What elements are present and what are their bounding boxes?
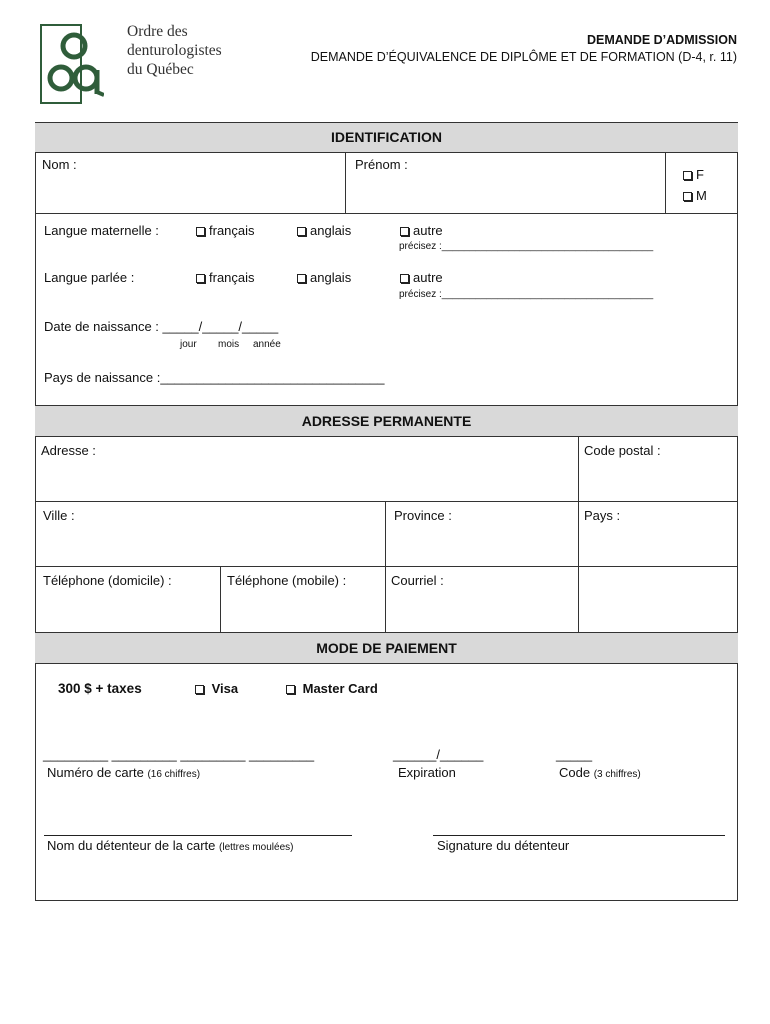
sex-m-option[interactable] (683, 188, 707, 203)
logo-symbol (44, 28, 104, 105)
org-line-2: denturologistes (127, 42, 222, 59)
date-naissance-field[interactable]: Date de naissance : _____/_____/_____ (44, 319, 279, 334)
expiration-field[interactable]: ______/______ (393, 747, 484, 762)
cardholder-name-field[interactable] (44, 835, 352, 836)
divider (35, 566, 738, 567)
section-adresse-heading (35, 405, 738, 437)
checkbox-icon[interactable] (196, 274, 205, 283)
checkbox-icon[interactable] (196, 227, 205, 236)
form-title: DEMANDE D’ADMISSION (586, 33, 737, 47)
divider (665, 152, 666, 214)
adresse-label: Adresse : (41, 443, 96, 458)
pays-label: Pays : (584, 508, 621, 523)
courriel-field[interactable] (389, 590, 735, 628)
option-label: anglais (310, 223, 352, 238)
tel-domicile-field[interactable] (38, 590, 218, 628)
province-label: Province : (394, 508, 452, 523)
code-postal-label: Code postal : (584, 443, 661, 458)
sex-f-label: F (696, 167, 704, 182)
option-label: autre (413, 270, 443, 285)
nom-field[interactable] (42, 172, 342, 210)
divider (35, 501, 738, 502)
lp-francais-option[interactable] (196, 270, 255, 285)
card-number-label (47, 765, 200, 780)
checkbox-icon[interactable] (297, 274, 306, 283)
label-text: Code (559, 765, 591, 780)
pays-naissance-field[interactable]: Pays de naissance :_______________________________ (44, 370, 385, 385)
divider (345, 152, 346, 214)
lp-anglais-option[interactable] (297, 270, 351, 285)
option-label: Visa (211, 681, 239, 696)
pays-field[interactable] (582, 525, 735, 563)
section-title: ADRESSE PERMANENTE (301, 413, 472, 429)
option-label: français (209, 270, 255, 285)
divider (220, 566, 221, 632)
form-frame (35, 122, 738, 901)
checkbox-icon[interactable] (683, 192, 692, 201)
lm-francais-option[interactable] (196, 223, 255, 238)
tel-domicile-label: Téléphone (domicile) : (43, 573, 172, 588)
section-title: IDENTIFICATION (331, 129, 442, 145)
lm-precisez-field[interactable]: précisez :______________________________________ (399, 241, 654, 252)
lp-precisez-field[interactable]: précisez :______________________________________ (399, 289, 654, 300)
sex-m-label: M (696, 188, 707, 203)
checkbox-icon[interactable] (400, 227, 409, 236)
sex-f-option[interactable] (683, 167, 704, 182)
org-line-3: du Québec (127, 61, 194, 78)
code-label (559, 765, 641, 780)
option-label: autre (413, 223, 443, 238)
checkbox-icon[interactable] (683, 171, 692, 180)
code-field[interactable]: _____ (556, 747, 593, 762)
card-number-field[interactable]: _________ _________ _________ _________ (43, 747, 315, 762)
mois-label: mois (218, 339, 240, 350)
checkbox-icon[interactable] (297, 227, 306, 236)
mastercard-option[interactable] (286, 681, 378, 696)
section-identification-heading (35, 122, 738, 153)
label-text: Nom du détenteur de la carte (47, 838, 216, 853)
org-line-1: Ordre des (127, 23, 188, 40)
cardholder-name-label (47, 838, 293, 853)
checkbox-icon[interactable] (286, 685, 295, 694)
lm-autre-option[interactable] (400, 223, 443, 238)
nom-label: Nom : (42, 157, 77, 172)
jour-label: jour (180, 339, 197, 350)
code-postal-field[interactable] (582, 460, 735, 498)
tel-mobile-label: Téléphone (mobile) : (227, 573, 347, 588)
option-label: Master Card (302, 681, 378, 696)
label-note: (lettres moulées) (219, 842, 294, 853)
expiration-label: Expiration (398, 765, 456, 780)
checkbox-icon[interactable] (195, 685, 204, 694)
checkbox-icon[interactable] (400, 274, 409, 283)
tel-mobile-field[interactable] (224, 590, 382, 628)
visa-option[interactable] (195, 681, 238, 696)
montant: 300 $ + taxes (58, 681, 142, 696)
org-name (127, 22, 222, 79)
prenom-field[interactable] (352, 172, 662, 210)
label-note: (16 chiffres) (147, 769, 201, 780)
courriel-label: Courriel : (391, 573, 444, 588)
langue-parlee-label: Langue parlée : (44, 270, 135, 285)
option-label: anglais (310, 270, 352, 285)
province-field[interactable] (389, 525, 575, 563)
lp-autre-option[interactable] (400, 270, 443, 285)
langue-maternelle-label: Langue maternelle : (44, 223, 159, 238)
label-note: (3 chiffres) (593, 769, 641, 780)
signature-field[interactable] (433, 835, 725, 836)
annee-label: année (253, 339, 281, 350)
divider (35, 213, 738, 214)
signature-label: Signature du détenteur (437, 838, 570, 853)
section-title: MODE DE PAIEMENT (316, 640, 457, 656)
section-paiement-heading (35, 632, 738, 664)
form-subtitle: DEMANDE D’ÉQUIVALENCE DE DIPLÔME ET DE FORMATION (D-4, r. 11) (310, 50, 737, 64)
ville-field[interactable] (38, 525, 382, 563)
option-label: français (209, 223, 255, 238)
ville-label: Ville : (43, 508, 75, 523)
label-text: Numéro de carte (47, 765, 144, 780)
prenom-label: Prénom : (355, 157, 408, 172)
adresse-field[interactable] (38, 460, 574, 498)
lm-anglais-option[interactable] (297, 223, 351, 238)
